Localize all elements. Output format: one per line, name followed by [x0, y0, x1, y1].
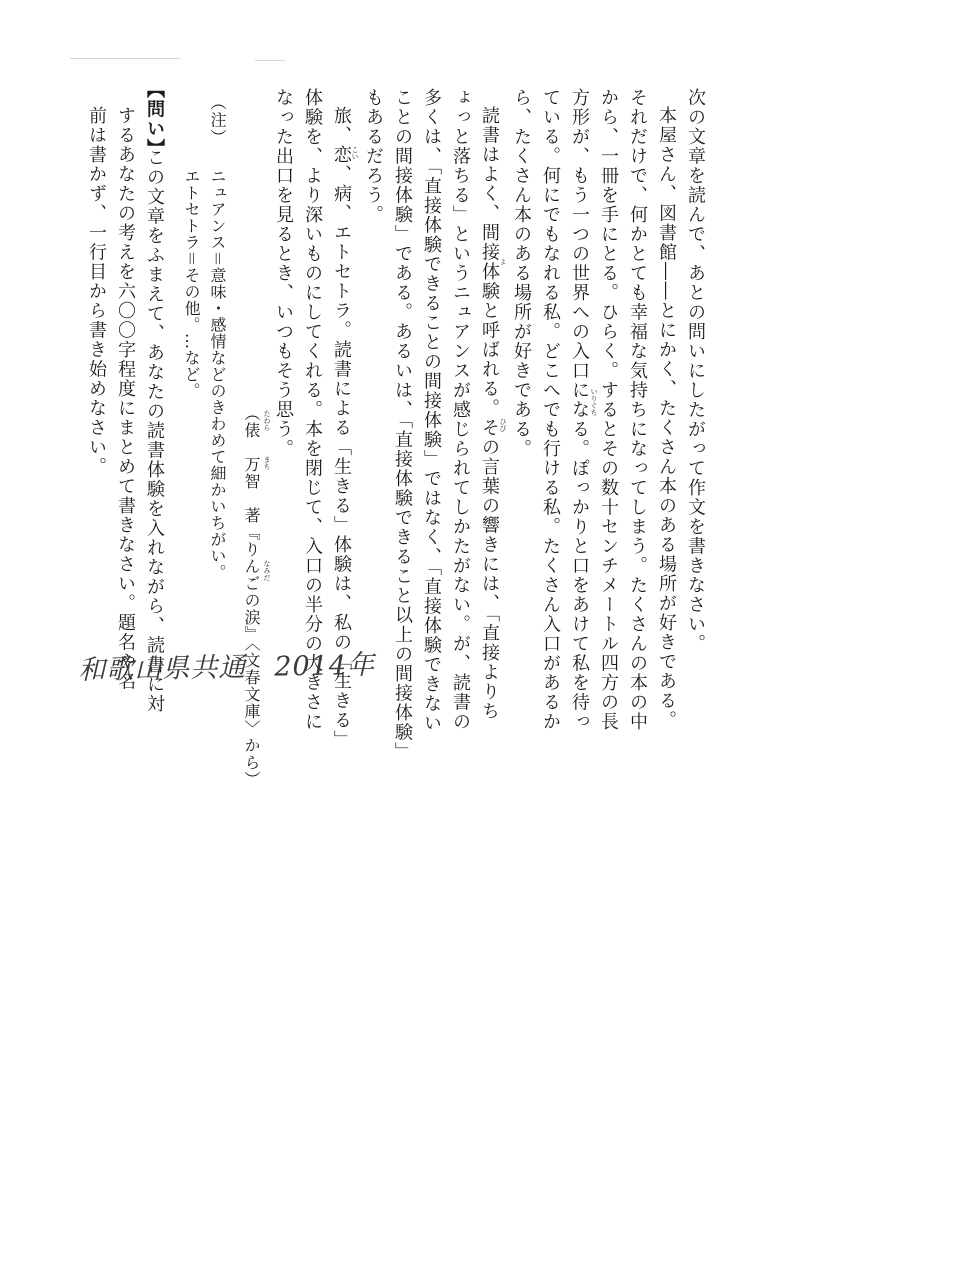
source-citation: （俵 万智 著『りんごの涙』〈文春文庫〉から）: [242, 405, 261, 788]
passage-line: 体験を、より深いものにしてくれる。本を閉じて、入口の半分の大きさに: [302, 88, 323, 732]
passage-line: もあるだろう。: [363, 88, 384, 225]
question-line: するあなたの考えを六〇〇字程度にまとめて書きなさい。題名や名: [115, 106, 136, 691]
note-item: エトセトラ＝その他。…など。: [182, 168, 201, 400]
passage-line: 読書はよく、間接体験と呼ばれる。その言葉の響きには、「直接よりち: [479, 106, 500, 721]
scan-artifact-line: [70, 58, 180, 59]
passage-line: 方形が、もう一つの世界への入口になる。ぽっかりと口をあけて私を待っ: [569, 88, 590, 732]
question-label: 【問い】: [144, 80, 165, 158]
scan-artifact-line: [255, 60, 285, 61]
handwritten-annotation: 和歌山県共通 2014年: [78, 649, 376, 686]
question-line: 前は書かず、一行目から書き始めなさい。: [86, 106, 107, 477]
passage-line: から、一冊を手にとる。ひらく。するとその数十センチメートル四方の長: [598, 88, 619, 732]
passage-line: なった出口を見るとき、いつもそう思う。: [273, 88, 294, 459]
instruction-text: 次の文章を読んで、あとの問いにしたがって作文を書きなさい。: [685, 88, 706, 654]
passage-line: 旅、恋、病、エトセトラ。読書による「生きる」体験は、私の「生きる」: [331, 106, 352, 750]
passage-line: ことの間接体験」である。あるいは、「直接体験できること以上の間接体験」: [392, 88, 413, 762]
note-item: ニュアンス＝意味・感情などのきわめて細かいちがい。: [208, 168, 227, 581]
furigana: こい: [351, 146, 359, 160]
passage-line: ょっと落ちる」というニュアンスが感じられてしかたがない。が、読書の: [450, 88, 471, 732]
question-line: この文章をふまえて、あなたの読書体験を入れながら、読書に対: [144, 148, 165, 714]
furigana: まち: [263, 456, 271, 470]
passage-line: ている。何にでもなれる私。どこへでも行ける私。たくさん入口があるか: [540, 88, 561, 732]
notes-label: （注）: [208, 94, 227, 147]
furigana: よ: [499, 258, 507, 265]
furigana: たわら: [263, 410, 271, 431]
furigana: なみだ: [263, 560, 271, 581]
furigana: ひび: [499, 418, 507, 432]
furigana: いりぐち: [590, 388, 598, 416]
passage-line: 多くは、「直接体験できることの間接体験」ではなく、「直接体験できない: [421, 88, 442, 733]
passage-line: 本屋さん、図書館――とにかく、たくさん本のある場所が好きである。: [656, 106, 677, 730]
passage-line: ら、たくさん本のある場所が好きである。: [511, 88, 532, 459]
passage-line: それだけで、何かとても幸福な気持ちになってしまう。たくさんの本の中: [627, 88, 648, 732]
